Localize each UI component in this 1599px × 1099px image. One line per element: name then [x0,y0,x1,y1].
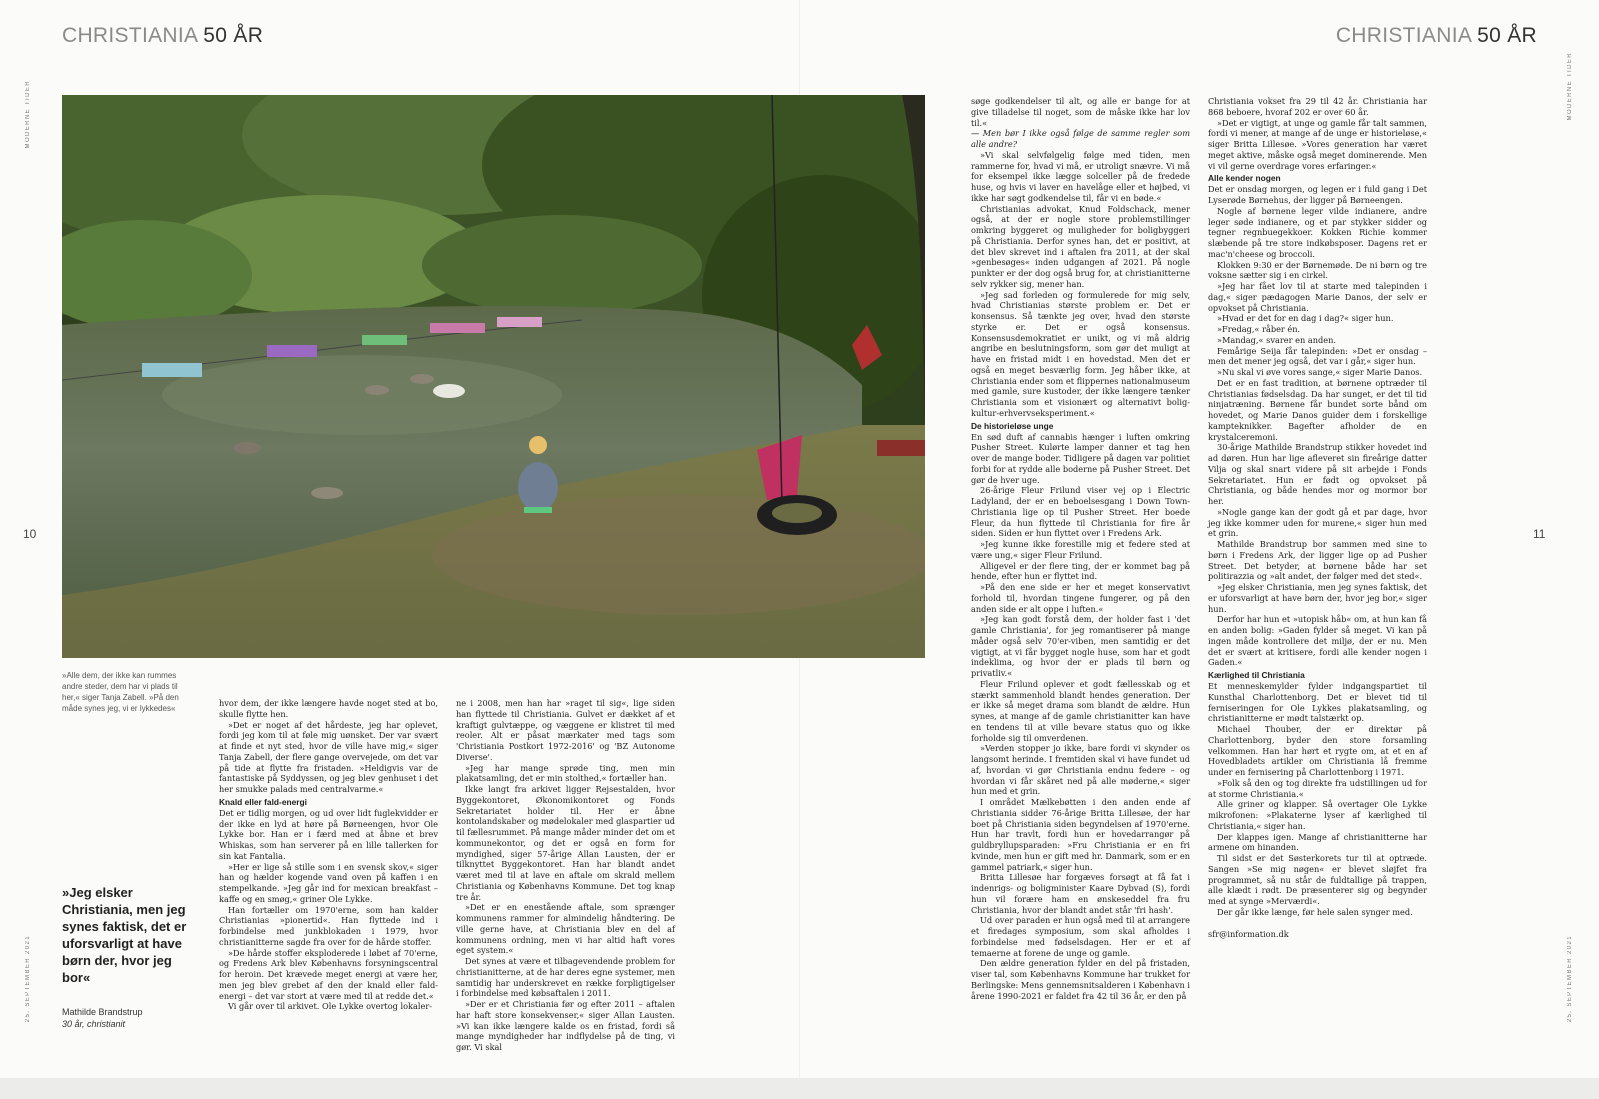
body-paragraph: Den ældre generation fylder en del på fristaden, viser tal, som Københavns Kommune har trukket for Berlingske: Mens gennemsnitsalderen i København i årene 1990-2021 er faldet fra 42 til 36 år, er den på [971,958,1191,1001]
body-paragraph: — Men bør I ikke også følge de samme regler som alle andre? [971,128,1190,149]
body-paragraph: »Det er en enestående aftale, som sprænger kommunens rammer for almindelig håndtering. De ville gerne have, at Christiania blev en del af kommunens ordning, men vi har altid haft vores eget system.« [456,902,675,956]
body-paragraph: »Der er et Christiania før og efter 2011 – aftalen har haft store konsekvenser,« siger Allan Lausten. »Vi kan ikke længere kalde os en fristad, fordi så mange myndigheder har indflydelse på de ting, vi gør. Vi skal [456,999,675,1052]
pull-quote: »Jeg elsker Christiania, men jeg synes faktisk, det er uforsvarligt at have børn der, hvor jeg bor« [62,885,187,985]
section-header-left [62,24,263,48]
body-paragraph: »Det er vigtigt, at unge og gamle får talt sammen, fordi vi mener, at mange af de unge er historieløse,« siger Britta Lillesøe. »Vores generation har været meget aktive, måske også meget dominerende. Men vi vil gerne overdrage vores erfaringer.« [1208,117,1427,171]
lake-photo-illustration [62,95,925,658]
body-paragraph: »Her er lige så stille som i en svensk skov,« siger han og hælder kogende vand oven på kaffen i en stempelkande. »Jeg går ind for mexican breakfast – kaffe og en smøg,« griner Ole Lykke. [219,861,438,904]
body-paragraph: »Jeg kan godt forstå dem, der holder fast i 'det gamle Christiania', for jeg romantiserer på mange måder også selv 70'er-viben, men samtidig er det vigtigt, at vi får bygget nogle huse, som har et godt indeklima, og hvor der er plads til børn og privatliv.« [971,614,1190,678]
body-paragraph: »Jeg kunne ikke forestille mig et federe sted at være ung,« siger Fleur Frilund. [971,539,1190,560]
body-paragraph: 26-årige Fleur Frilund viser vej op i Electric Ladyland, der er en beboelsesgang i Down Town-Christiania lige op til Pusher Street. Her boede Fleur, da hun flyttede til Christiania for fire år siden. Siden er hun flyttet over i Fredens Ark. [971,485,1190,539]
photo-caption: »Alle dem, der ikke kan rummes andre steder, dem har vi plads til her,« siger Tanja Zabell. »På den måde synes jeg, vi er lykkedes« [62,671,179,713]
side-label-date-left: 25. SEPTEMBER 2021 [25,935,31,1023]
body-paragraph: »Jeg sad forleden og formulerede for mig selv, hvad Christianias største problem er. Det er konsensus. Så tænkte jeg over, hvad den største styrke er. Det er også konsensus. Konsensusdemokratiet er unikt, og vi må aldrig angribe en beslutningsform, som gør det muligt at have en fristad midt i en hovedstad. Men det er også en meget besværlig form. Jeg håber ikke, at Christiania ender som et flippernes nationalmuseum med gamle, sure kustoder, der ikke længere tænker Christiania som et visionært og alternativt bolig-kultur-erhvervseksperiment.« [971,289,1190,418]
body-paragraph: Nogle af børnene leger vilde indianere, andre leger søde indianere, og et par stykker sidder og tegner regnbuegekkoer. Kokken Richie kommer slæbende på tre store indkøbsposer. Dagens ret er mac'n'cheese og broccoli. [1208,205,1427,259]
page-number-left: 10 [23,527,37,541]
body-paragraph: »Folk så den og tog direkte fra udstillingen ud for at storme Christiania.« [1208,777,1427,799]
body-paragraph: »Verden stopper jo ikke, bare fordi vi skynder os langsomt herinde. I fremtiden skal vi have fundet ud af, hvordan vi gør Christiania endnu federe – og hvordan vi får skåret ned på alle møderne,« siger hun med et grin. [971,743,1190,797]
pull-quote-attribution [62,1006,202,1030]
body-paragraph: Han fortæller om 1970'erne, som han kalder Christianias »pionertid«. Han flyttede ind i forbindelse med junkblokaden i 1979, hvor christianitterne sagde fra over for de hårde stoffer. [219,904,438,947]
article-column-1 [219,698,438,1012]
body-paragraph: »Fredag,« råber én. [1217,324,1301,334]
body-paragraph: »Vi skal selvfølgelig følge med tiden, men rammerne for, hvad vi må, er utroligt snævre. Vi må for eksempel ikke lægge solceller på de fredede huse, og hvis vi laver en havelåge eller et højbed, vi ikke har søgt godkendelse til, får vi en bøde.« [971,149,1190,203]
body-paragraph: »Jeg har mange sprøde ting, men min plakatsamling, det er min stolthed,« fortæller han. [456,762,675,784]
body-paragraph: »De hårde stoffer eksploderede i løbet af 70'erne, og Fredens Ark blev Københavns forsyningscentral for heroin. Det krævede meget energi at være her, men jeg blev grebet af den der knald eller fald-energi – det var stort at være med til at redde det.« [219,947,438,1001]
body-paragraph: I området Mælkebøtten i den anden ende af Christiania sidder 76-årige Britta Lillesøe, der har boet på Christiania siden begyndelsen af 1970'erne. Hun har travlt, fordi hun er hovedarrangør på guldbryllupsparaden: »Fru Christiania er en fri kvinde, men hun er gift med hr. Danmark, som er en gammel patriark,« siger hun. [971,797,1190,872]
body-paragraph: sfr@information.dk [1208,928,1289,939]
body-paragraph: Vi går over til arkivet. Ole Lykke overtog lokaler- [228,1001,432,1012]
subheading: Alle kender nogen [1208,173,1281,184]
body-paragraph: »Det er noget af det hårdeste, jeg har oplevet, fordi jeg kom til at føle mig uønsket. Der var svært at finde et nyt sted, hvor de ville have mig,« siger Tanja Zabell, der flere gange overvejede, om det var på tide at flytte fra fristaden. »Heldigvis var de fantastiske på Syddyssen, og jeg blev genhuset i det her smukke palads med centralvarme.« [219,719,438,794]
pull-quote-role: 30 år, christianit [62,1019,126,1029]
side-label-section-left: MODERNE TIDER [25,80,31,149]
body-paragraph: »Jeg har fået lov til at starte med talepinden i dag,« siger pædagogen Marie Danos, der selv er opvokset på Christiania. [1208,281,1427,313]
side-label-date-right: 25. SEPTEMBER 2021 [1567,935,1573,1023]
body-paragraph: »Nu skal vi øve vores sange,« siger Marie Danos. [1217,367,1423,377]
page-bottom-edge [0,1078,1599,1099]
article-column-2 [456,698,675,1053]
body-paragraph: Til sidst er det Søsterkorets tur til at optræde. Sangen »Se mig nøgen« er blevet sløjfet fra programmet, så nu står de fuldtallige på trappen, alle klædt i rødt. De præsenterer sig og begynder med at synge »Merværdi«. [1208,853,1427,906]
body-paragraph: Michael Thouber, der er direktør på Charlottenborg, byder den store forsamling velkommen. Han har hørt et rygte om, at et en af Hovedbladets artikler om Christiania lå fremme under en fernisering på Charlottenborg i 1971. [1208,724,1427,777]
pull-quote-name: Mathilde Brandstrup [62,1007,143,1017]
body-paragraph: Der klappes igen. Mange af christianitterne har armene om hinanden. [1208,831,1427,853]
section-header-right [1336,24,1537,48]
page-number-right: 11 [1533,527,1546,541]
body-paragraph: Det synes at være et tilbagevendende problem for christianitterne, at de har deres egne systemer, men samtidig har underskrevet en række forpligtigelser i forbindelse med købsaftalen i 2011. [456,956,675,999]
body-paragraph: Derfor har hun et »utopisk håb« om, at hun kan få en anden bolig: »Gaden fylder så meget. Vi kan på ingen måde kontrollere det miljø, der er nu. Men det er svært at kritisere, fordi alle kender nogen i Gaden.« [1208,614,1427,668]
subheading: Knald eller fald-energi [219,796,307,807]
article-column-4 [1208,96,1427,939]
body-paragraph: Britta Lillesøe har forgæves forsøgt at få fat i indenrigs- og boligminister Kaare Dybvad (S), fordi hun vil forære ham en ønskeseddel fra fru Christiania, hvor der blandt andet står 'fri hash'. [971,872,1190,915]
body-paragraph: hvor dem, der ikke længere havde noget sted at bo, skulle flytte hen. [219,698,438,719]
body-paragraph: Christiania vokset fra 29 til 42 år. Christiania har 868 beboere, hvoraf 202 er over 60 år. [1208,96,1427,117]
body-paragraph: En sød duft af cannabis hænger i luften omkring Pusher Street. Kulørte lamper danner et tag hen over de mange boder. Tidligere på dagen var politiet forbi for at rydde alle boderne på Pusher Street. Det gør de hver uge. [971,431,1190,485]
body-paragraph: »Nogle gange kan der godt gå et par dage, hvor jeg ikke kommer uden for murene,« siger hun med et grin. [1208,506,1427,539]
header-years: 50 ÅR [203,24,264,47]
body-paragraph: Alle griner og klapper. Så overtager Ole Lykke mikrofonen: »Plakaterne lyser af kærlighed til Christiania,« siger han. [1208,799,1427,831]
subheading: De historieløse unge [971,420,1054,431]
body-paragraph: Ikke langt fra arkivet ligger Rejsestalden, hvor Byggekontoret, Økonomikontoret og Fonds Sekretariatet holder til. Her er åbne kontolandskaber og mødelokaler med glaspartier ud til fællesrummet. På mange måder minder det om et kommunekontor, og det er også en form for myndighed, siger 57-årige Allan Lausten, der er tilknyttet Byggekontoret. Han har blandt andet været med til at lave en aftale om skrald mellem Christiania og Københavns Kommune. Det tog knap tre år. [456,784,675,902]
body-paragraph: Klokken 9:30 er der Børnemøde. De ni børn og tre voksne sætter sig i en cirkel. [1208,259,1427,281]
body-paragraph: Ud over paraden er hun også med til at arrangere et firedages symposium, som skal afholdes i forbindelse med fødselsdagen. Her er et af temaerne at forene de unge og gamle. [971,915,1190,958]
body-paragraph: Alligevel er der flere ting, der er kommet bag på hende, efter hun er flyttet ind. [971,560,1190,582]
body-paragraph: Fleur Frilund oplever et godt fællesskab og et stærkt sammenhold blandt hendes generation. Der er ikke så meget drama som blandt de ældre. Hun synes, at mange af de gamle christianitter kan have en tendens til at ville bevare status quo og ikke forholde sig til omverdenen. [971,678,1190,743]
body-paragraph: 30-årige Mathilde Brandstrup stikker hovedet ind ad døren. Hun har lige afleveret sin fireårige datter Vilja og skal snart videre på sit arbejde i Fonds Sekretariatet. Hun er født og opvokset på Christiania, og både hendes mor og mormor bor her. [1208,442,1427,506]
body-paragraph: Der går ikke længe, før hele salen synger med. [1217,906,1413,917]
side-label-section-right: MODERNE TIDER [1567,52,1573,121]
body-paragraph: Det er en fast tradition, at børnene optræder til Christianias fødselsdag. Da har sunget, er det til tid ninjatræning. Børnene får bundet sorte bånd om hovedet, og Marie Danos guider dem i forskellige kampteknikker. Bagefter afholder de en krystalceremoni. [1208,377,1427,442]
header-section: CHRISTIANIA [62,24,198,47]
subheading: Kærlighed til Christiania [1208,670,1305,680]
header-years: 50 ÅR [1477,24,1537,47]
body-paragraph: »På den ene side er her et meget konservativt forhold til, hvordan tingene fungerer, og på den anden side er alt oppe i luften.« [971,582,1190,614]
article-column-3 [971,96,1190,1001]
body-paragraph: ne i 2008, men han har »raget til sig«, lige siden han flyttede til Christiania. Gulvet er dækket af et kraftigt gulvtæppe, og væggene er klistret til med reoler. Alt er påsat mærkater med tags som 'Christiania Postkort 1972-2016' og 'BZ Autonome Diverse'. [456,698,675,762]
body-paragraph: Mathilde Brandstrup bor sammen med sine to børn i Fredens Ark, der ligger lige op ad Pusher Street. Det betyder, at børnene både har set politirazzia og »alt andet, der følger med det sted«. [1208,539,1427,582]
body-paragraph: Christianias advokat, Knud Foldschack, mener også, at der er nogle store problemstillinger omkring byggeret og muligheder for boligbyggeri på Christiania. Derfor synes han, det er positivt, at det blev skrevet ind i aftalen fra 2011, at der skal »genbesøges« inden udgangen af 2021. På nogle punkter er der dog også brug for, at christianitterne selv rykker sig, mener han. [971,203,1190,289]
body-paragraph: Femårige Seija får talepinden: »Det er onsdag – men det mener jeg også, det var i går,« siger hun. [1208,345,1427,367]
body-paragraph: Det er onsdag morgen, og legen er i fuld gang i Det Lyserøde Børnehus, der ligger på Børneengen. [1208,184,1427,205]
body-paragraph: Et menneskemylder fylder indgangspartiet til Kunsthal Charlottenborg. Det er blevet tid til ferniseringen for Ole Lykkes plakatsamling, og christianitterne er mødt talstærkt op. [1208,681,1427,724]
article-photo [62,95,925,658]
body-paragraph: søge godkendelser til alt, og alle er bange for at give tilladelse til noget, som de måske ikke har lov til.« [971,96,1190,128]
body-paragraph: Det er tidlig morgen, og ud over lidt fuglekvidder er der ikke en lyd at høre på Børneengen, hvor Ole Lykke bor. Han er i færd med at åbne et brev Whiskas, som han serverer på en lille tallerken for sin kat Fantalia. [219,807,438,861]
body-paragraph: »Hvad er det for en dag i dag?« siger hun. [1217,313,1394,324]
header-section: CHRISTIANIA [1335,24,1471,47]
body-paragraph: »Mandag,« svarer en anden. [1217,334,1336,345]
body-paragraph: »Jeg elsker Christiania, men jeg synes faktisk, det er uforsvarligt at have børn der, hvor jeg bor,« siger hun. [1208,582,1427,614]
